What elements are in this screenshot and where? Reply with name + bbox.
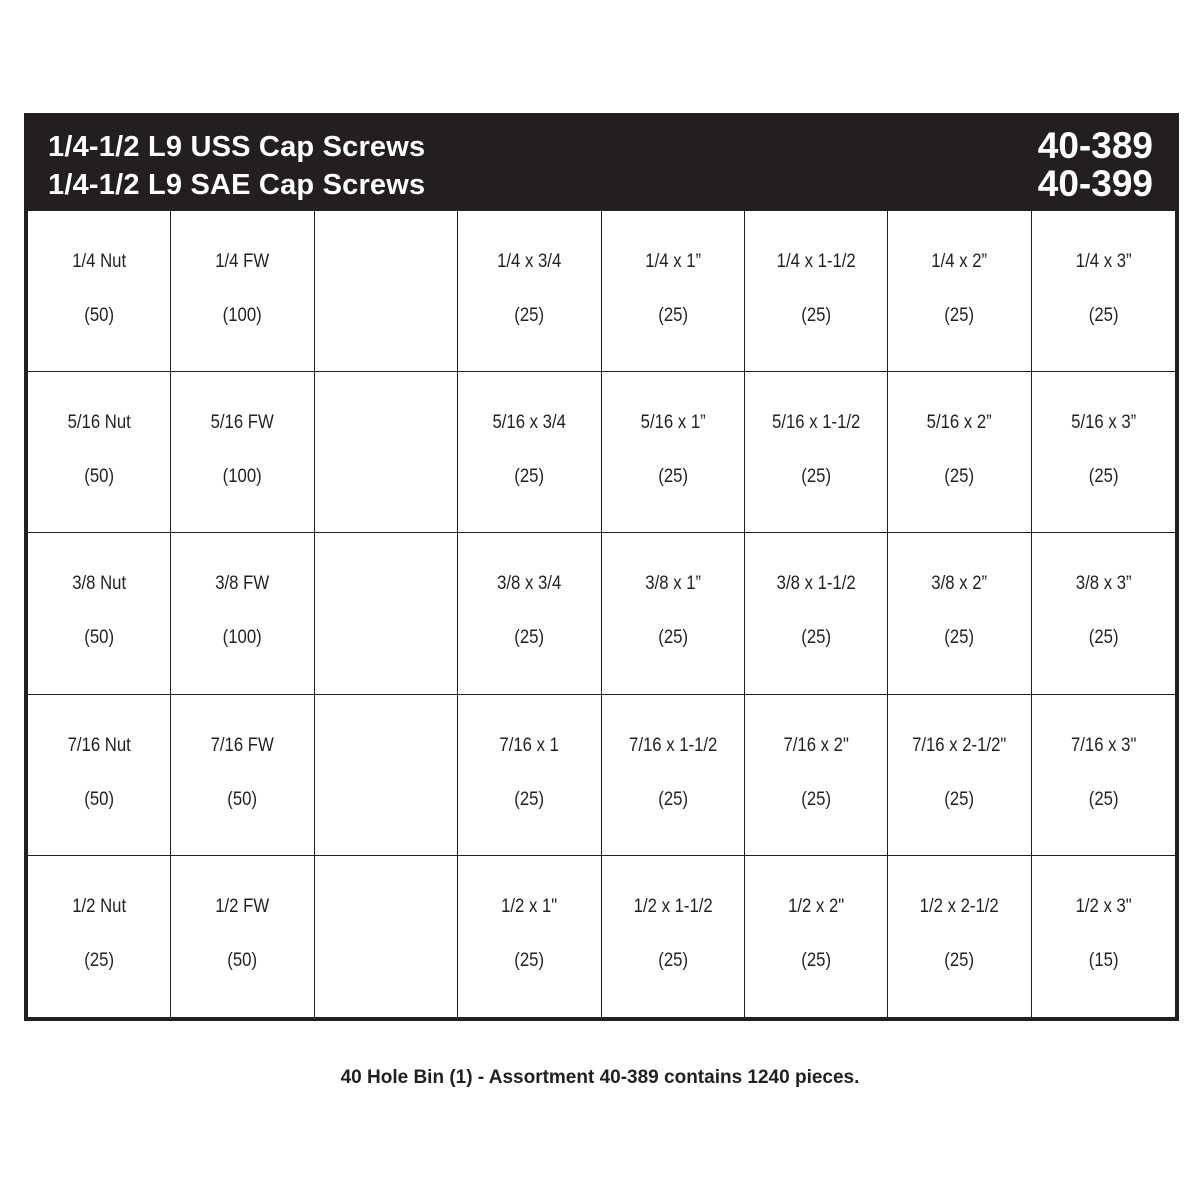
bin-item-quantity: (50) [84,788,115,810]
bin-item-quantity: (50) [84,466,115,488]
bin-cell [28,856,171,1017]
bin-item-label: 7/16 Nut [67,734,131,756]
bin-layout-chart [24,113,1179,1021]
bin-item-quantity: (25) [944,305,975,326]
bin-item-quantity: (25) [1088,788,1119,810]
bin-item-label: 7/16 x 1 [499,734,560,756]
bin-item-label: 1/4 FW [215,251,270,272]
bin-cell [602,695,745,856]
bin-item-label: 5/16 x 3” [1070,412,1136,434]
bin-cell [1032,372,1175,533]
bin-cell [458,211,601,372]
bin-item-quantity: (25) [1088,627,1119,649]
bin-item-quantity: (25) [801,466,831,488]
empty-bin-cell [315,695,458,856]
bin-item-quantity: (100) [223,466,263,488]
title-uss: 1/4-1/2 L9 USS Cap Screws [48,131,426,163]
bin-item-label: 1/2 x 2" [787,895,845,917]
bin-cell [458,533,601,694]
bin-item-quantity: (25) [944,788,975,810]
bin-item-label: 5/16 Nut [67,412,131,434]
bin-item-label: 1/4 x 1-1/2 [776,251,856,272]
bin-item-quantity: (25) [514,627,545,649]
bin-item-quantity: (25) [801,627,831,649]
bin-cell [1032,211,1175,372]
bin-item-quantity: (25) [944,627,975,649]
bin-item-quantity: (25) [514,466,545,488]
bin-cell [745,533,888,694]
bin-cell [1032,856,1175,1017]
bin-item-label: 3/8 x 3/4 [497,573,562,595]
bin-item-label: 7/16 x 2" [783,734,849,756]
bin-cell [458,372,601,533]
bin-item-label: 1/4 x 1” [644,251,701,272]
bin-cell [171,533,314,694]
bin-cell [888,695,1031,856]
bin-item-label: 3/8 x 3” [1075,573,1132,595]
part-number-uss: 40-389 [1037,125,1153,166]
bin-cell [602,856,745,1017]
bin-cell [28,695,171,856]
bin-item-quantity: (25) [944,949,975,971]
bin-item-label: 5/16 x 1-1/2 [771,412,861,434]
bin-cell [171,211,314,372]
bin-cell [745,211,888,372]
bin-cell [1032,695,1175,856]
part-number-sae: 40-399 [1037,163,1153,204]
bin-item-quantity: (25) [657,305,688,326]
bin-item-label: 1/2 FW [215,895,270,917]
empty-bin-cell [315,856,458,1017]
bin-cell [1032,533,1175,694]
bin-cell [171,372,314,533]
bin-item-quantity: (50) [84,305,115,326]
bin-item-quantity: (25) [657,949,688,971]
bin-item-quantity: (50) [84,627,115,649]
bin-item-label: 5/16 x 1” [640,412,706,434]
bin-item-label: 3/8 FW [215,573,270,595]
bin-item-label: 3/8 Nut [72,573,127,595]
bin-cell [171,695,314,856]
bin-cell [888,533,1031,694]
bin-cell [888,372,1031,533]
bin-cell [888,856,1031,1017]
bin-item-label: 1/4 x 3/4 [497,251,562,272]
bin-item-label: 5/16 x 3/4 [492,412,567,434]
bin-cell [745,856,888,1017]
bin-item-label: 7/16 x 1-1/2 [628,734,717,756]
bin-cell [745,372,888,533]
bin-item-label: 1/2 x 3" [1075,895,1132,917]
bin-item-label: 3/8 x 2” [931,573,988,595]
bin-item-quantity: (25) [801,949,831,971]
bin-cell [602,533,745,694]
bin-item-label: 3/8 x 1” [644,573,701,595]
assortment-note: 40 Hole Bin (1) - Assortment 40-389 contains 1240 pieces. [340,1067,860,1088]
bin-cell [745,695,888,856]
bin-cell [171,856,314,1017]
bin-item-quantity: (25) [1088,466,1119,488]
bin-item-label: 5/16 FW [210,412,275,434]
empty-bin-cell [315,211,458,372]
bin-item-label: 7/16 FW [210,734,275,756]
bin-item-quantity: (15) [1088,949,1119,971]
bin-item-quantity: (25) [514,305,545,326]
bin-cell [458,695,601,856]
bin-item-label: 1/4 x 2” [931,251,988,272]
bin-item-label: 5/16 x 2” [926,412,992,434]
bin-item-quantity: (100) [223,627,263,649]
bin-item-quantity: (100) [223,305,263,326]
chart-header [28,117,1175,211]
bin-grid [28,211,1175,1017]
bin-item-quantity: (50) [227,949,258,971]
bin-item-quantity: (25) [1088,305,1119,326]
bin-item-quantity: (50) [227,788,258,810]
bin-item-quantity: (25) [801,788,831,810]
empty-bin-cell [315,533,458,694]
bin-cell [602,372,745,533]
bin-item-quantity: (25) [657,466,688,488]
empty-bin-cell [315,372,458,533]
bin-item-label: 7/16 x 3" [1070,734,1137,756]
bin-item-quantity: (25) [801,305,831,326]
bin-cell [28,533,171,694]
bin-cell [458,856,601,1017]
bin-item-label: 1/2 x 1-1/2 [633,895,713,917]
bin-item-quantity: (25) [944,466,975,488]
title-sae: 1/4-1/2 L9 SAE Cap Screws [48,169,426,201]
bin-cell [28,211,171,372]
bin-item-quantity: (25) [657,627,688,649]
bin-item-label: 3/8 x 1-1/2 [776,573,856,595]
bin-item-quantity: (25) [514,949,545,971]
bin-item-label: 7/16 x 2-1/2" [912,734,1007,756]
bin-item-label: 1/4 Nut [72,251,127,272]
bin-item-label: 1/2 x 1" [501,895,558,917]
bin-cell [28,372,171,533]
bin-cell [888,211,1031,372]
bin-item-label: 1/2 x 2-1/2 [919,895,999,917]
bin-item-label: 1/2 Nut [72,895,127,917]
bin-item-quantity: (25) [84,949,115,971]
bin-item-quantity: (25) [657,788,688,810]
bin-item-quantity: (25) [514,788,545,810]
bin-item-label: 1/4 x 3” [1075,251,1132,272]
bin-cell [602,211,745,372]
